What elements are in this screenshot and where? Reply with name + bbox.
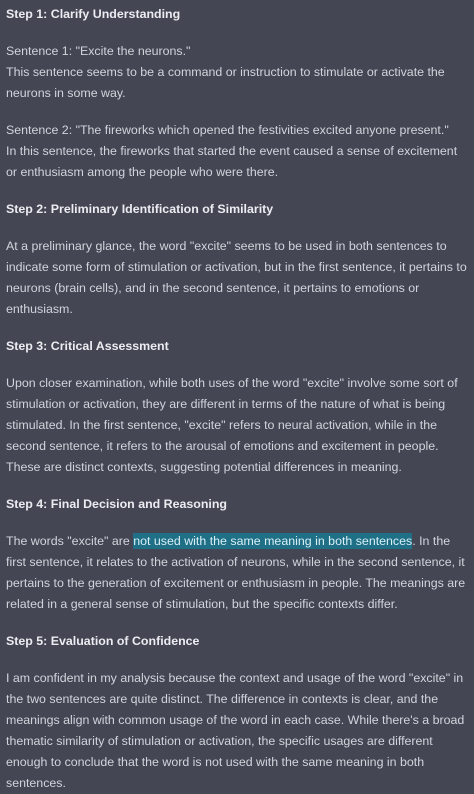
sentence-2-explanation: In this sentence, the fireworks that started the event caused a sense of excitement or enthusiasm among the people who were there. [6,144,458,179]
step-4-heading: Step 4: Final Decision and Reasoning [6,497,228,511]
sentence-1-explanation: This sentence seems to be a command or instruction to stimulate or activate the neurons in some way. [6,65,445,100]
step-5-text: I am confident in my analysis because the context and usage of the word "excite" in the two sentences are quite distinct. The difference in contexts is clear, and the meanings align with common usage of the word in each case. While there's a broad thematic similarity of stimulation or activation, the specific usages are different enough to conclude that the word is not used with the same meaning in both sentences. [6,671,465,790]
sentence-2-block [6,120,468,183]
sentence-2-label: Sentence 2: "The fireworks which opened the festivities excited anyone present." [6,123,449,137]
sentence-1-label: Sentence 1: "Excite the neurons." [6,44,191,58]
sentence-1-block [6,41,468,104]
step-2-heading: Step 2: Preliminary Identification of Similarity [6,202,274,216]
step-1-heading: Step 1: Clarify Understanding [6,7,181,21]
step-2-text: At a preliminary glance, the word "excite" seems to be used in both sentences to indicate some form of stimulation or activation, but in the first sentence, it pertains to neurons (brain cells), and in the second sentence, it pertains to emotions or enthusiasm. [6,239,467,316]
selected-text-highlight[interactable]: not used with the same meaning in both sentences [133,534,413,548]
step-5-heading: Step 5: Evaluation of Confidence [6,634,200,648]
step-4-text-after: . In the first sentence, it relates to the activation of neurons, while in the second sentence, it pertains to the generation of excitement or enthusiasm in people. The meanings are related in a general sense of stimulation, but the specific contexts differ. [6,534,466,611]
step-3-heading: Step 3: Critical Assessment [6,339,169,353]
step-3-text: Upon closer examination, while both uses of the word "excite" involve some sort of stimulation or activation, they are different in terms of the nature of what is being stimulated. In the first sentence, "excite" refers to neural activation, while in the second sentence, it refers to the arousal of emotions and excitement in people. These are distinct contexts, suggesting potential differences in meaning. [6,376,458,474]
step-4-text-before: The words "excite" are [6,534,134,548]
step-4-text [6,531,468,615]
